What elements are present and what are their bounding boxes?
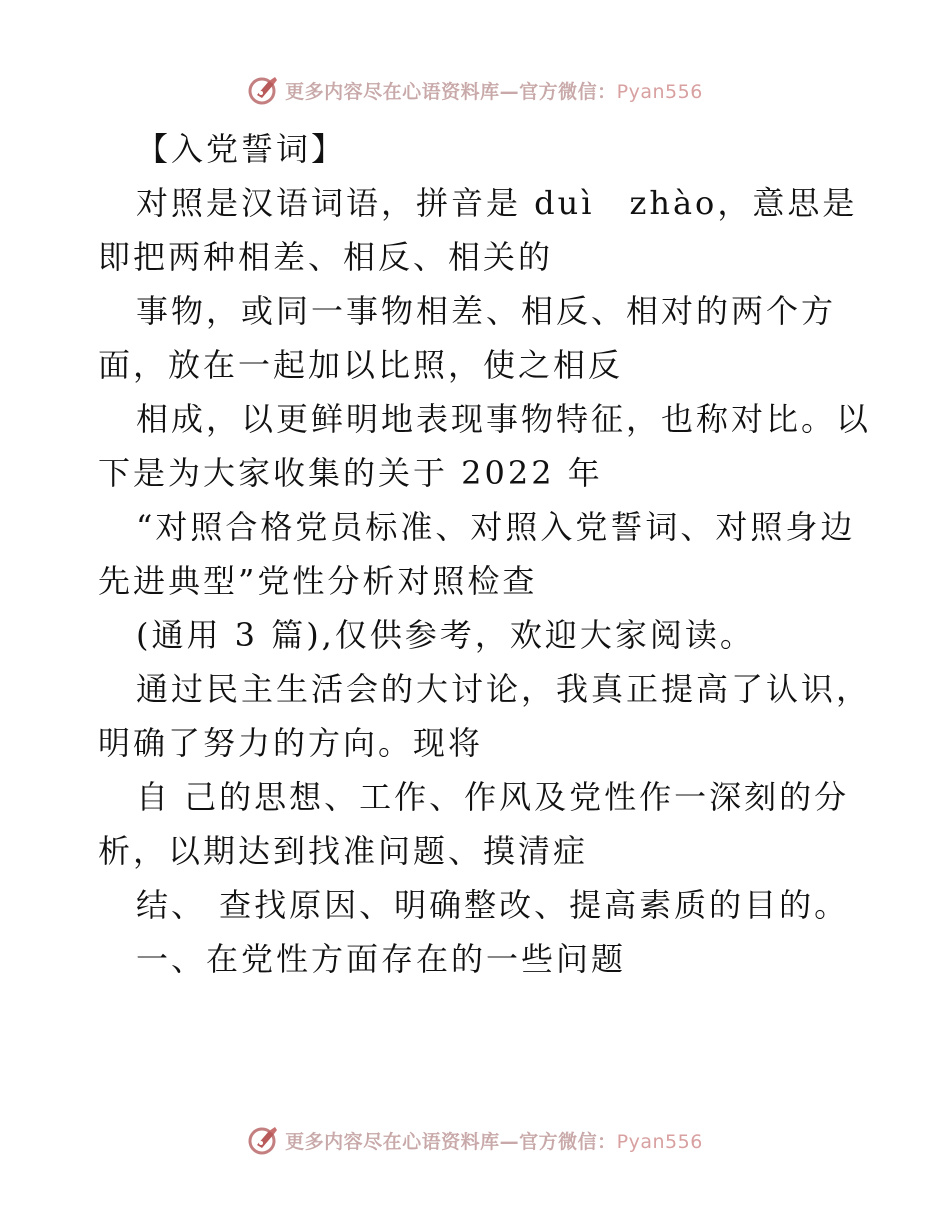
paragraph-line: 相成，以更鲜明地表现事物特征，也称对比。以	[136, 400, 872, 438]
header-watermark	[0, 70, 950, 110]
footer-watermark	[0, 1120, 950, 1160]
watermark-text: 更多内容尽在心语资料库—官方微信：Pyan556	[285, 1130, 703, 1153]
document-title: 【入党誓词】	[136, 130, 347, 168]
paragraph-line: 面，放在一起加以比照，使之相反	[98, 346, 624, 384]
paragraph-line: 结、 查找原因、明确整改、提高素质的目的。	[136, 886, 850, 924]
watermark-text: 更多内容尽在心语资料库—官方微信：Pyan556	[285, 80, 703, 103]
paragraph-line: 对照是汉语词语，拼音是 duì zhào，意思是	[136, 184, 858, 222]
paragraph-line: 事物，或同一事物相差、相反、相对的两个方	[136, 292, 837, 330]
paragraph-line: 明确了努力的方向。现将	[98, 724, 484, 762]
paragraph-line: 通过民主生活会的大讨论，我真正提高了认识，	[136, 670, 872, 708]
document-body	[98, 122, 872, 986]
section-heading: 一、在党性方面存在的一些问题	[136, 940, 627, 978]
paragraph-line: 即把两种相差、相反、相关的	[98, 238, 554, 276]
paragraph-line: 下是为大家收集的关于 2022 年	[98, 454, 603, 492]
pen-nib-circle-icon	[247, 73, 281, 107]
paragraph-line: “对照合格党员标准、对照入党誓词、对照身边	[136, 508, 856, 546]
paragraph-line: 自 己的思想、工作、作风及党性作一深刻的分	[136, 778, 850, 816]
paragraph-line: 析，以期达到找准问题、摸清症	[98, 832, 589, 870]
paragraph-line: (通用 3 篇),仅供参考，欢迎大家阅读。	[136, 616, 755, 654]
pen-nib-circle-icon	[247, 1123, 281, 1157]
paragraph-line: 先进典型”党性分析对照检查	[98, 562, 538, 600]
